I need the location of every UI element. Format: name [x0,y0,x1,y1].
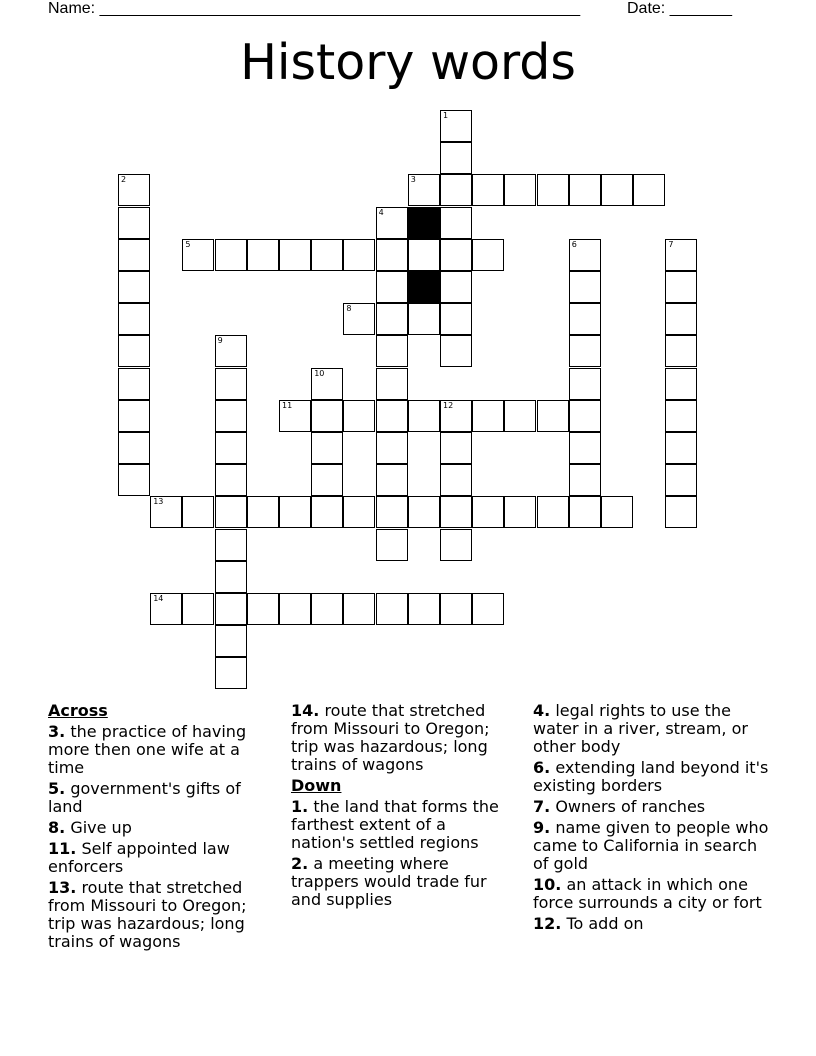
grid-cell[interactable] [440,400,472,432]
black-cell [408,271,440,303]
grid-cell[interactable] [215,496,247,528]
grid-cell[interactable] [150,496,182,528]
grid-cell[interactable] [376,239,408,271]
grid-cell[interactable] [215,657,247,689]
grid-cell[interactable] [376,464,408,496]
clue-number-label: 10 [314,368,325,378]
clue-down-6[interactable] [533,759,773,795]
clue-across-14[interactable] [291,702,513,774]
grid-cell[interactable] [311,464,343,496]
grid-cell[interactable] [279,496,311,528]
clue-number: 5. [48,779,66,798]
grid-cell[interactable] [376,432,408,464]
clue-number-label: 14 [153,594,164,603]
grid-cell[interactable] [376,271,408,303]
date-field-label: Date: _______ [627,0,732,17]
grid-cell[interactable] [665,400,697,432]
clue-across-3[interactable] [48,723,270,777]
grid-cell[interactable] [182,239,214,271]
grid-cell[interactable] [150,593,182,625]
clue-number: 7. [533,797,551,816]
grid-cell[interactable] [343,496,375,528]
clue-number-label: 2 [121,175,127,185]
grid-cell[interactable] [408,593,440,625]
grid-cell[interactable] [118,207,150,239]
clue-number: 4. [533,701,551,720]
grid-cell[interactable] [665,271,697,303]
grid-cell[interactable] [311,496,343,528]
grid-cell[interactable] [569,239,601,271]
grid-cell[interactable] [215,400,247,432]
grid-cell[interactable] [215,593,247,625]
grid-cell[interactable] [537,496,569,528]
grid-cell[interactable] [182,593,214,625]
clue-text: name given to people who came to California in search of gold [533,818,769,873]
grid-cell[interactable] [215,625,247,657]
grid-cell[interactable] [215,432,247,464]
grid-cell[interactable] [440,496,472,528]
grid-cell[interactable] [569,400,601,432]
grid-cell[interactable] [440,174,472,206]
grid-cell[interactable] [440,432,472,464]
grid-cell[interactable] [569,335,601,367]
clue-number-label: 1 [443,111,449,120]
grid-cell[interactable] [118,368,150,400]
grid-cell[interactable] [633,174,665,206]
grid-cell[interactable] [279,593,311,625]
clue-down-9[interactable] [533,819,773,873]
clue-number: 3. [48,722,66,741]
grid-cell[interactable] [537,174,569,206]
grid-cell[interactable] [408,400,440,432]
grid-cell[interactable] [440,110,472,142]
down-heading: Down [291,776,342,795]
grid-cell[interactable] [215,464,247,496]
grid-cell[interactable] [569,464,601,496]
clue-number-label: 11 [282,400,293,410]
grid-cell[interactable] [665,335,697,367]
clue-number-label: 13 [153,497,164,507]
grid-cell[interactable] [279,239,311,271]
clue-number-label: 5 [185,239,191,249]
grid-cell[interactable] [376,400,408,432]
grid-cell[interactable] [408,496,440,528]
clue-text: an attack in which one force surrounds a city or fort [533,875,762,912]
clue-number: 8. [48,818,66,837]
clue-down-7[interactable] [533,798,773,816]
grid-cell[interactable] [376,593,408,625]
grid-cell[interactable] [279,400,311,432]
clue-number: 9. [533,818,551,837]
clue-down-2[interactable] [291,855,513,909]
grid-cell[interactable] [665,464,697,496]
clue-column-3 [533,702,773,936]
grid-cell[interactable] [440,142,472,174]
grid-cell[interactable] [504,400,536,432]
grid-cell[interactable] [247,239,279,271]
clue-number-label: 7 [668,239,674,249]
grid-cell[interactable] [376,368,408,400]
clue-number-label: 6 [571,239,577,249]
grid-cell[interactable] [118,239,150,271]
grid-cell[interactable] [408,303,440,335]
grid-cell[interactable] [440,335,472,367]
clue-number: 11. [48,839,77,858]
clue-text: a meeting where trappers would trade fur and supplies [291,854,487,909]
clue-number: 12. [533,914,562,933]
grid-cell[interactable] [569,303,601,335]
clue-text: government's gifts of land [48,779,241,816]
grid-cell[interactable] [311,368,343,400]
clue-text: extending land beyond it's existing borders [533,758,769,795]
grid-cell[interactable] [215,561,247,593]
grid-cell[interactable] [408,174,440,206]
black-cell [408,207,440,239]
grid-cell[interactable] [440,207,472,239]
grid-cell[interactable] [311,593,343,625]
clue-number: 14. [291,701,320,720]
clue-across-5[interactable] [48,780,270,816]
clue-across-13[interactable] [48,879,270,951]
grid-cell[interactable] [215,239,247,271]
grid-cell[interactable] [118,271,150,303]
grid-cell[interactable] [601,496,633,528]
clue-column-2 [291,702,513,912]
grid-cell[interactable] [118,303,150,335]
name-field-label: Name: ______________________________________________________ [48,0,581,17]
clue-text: Give up [70,818,132,837]
clue-down-10[interactable] [533,876,773,912]
grid-cell[interactable] [472,593,504,625]
grid-cell[interactable] [343,239,375,271]
clue-number: 1. [291,797,309,816]
grid-cell[interactable] [118,400,150,432]
grid-cell[interactable] [376,335,408,367]
grid-cell[interactable] [569,368,601,400]
across-heading: Across [48,701,108,720]
grid-cell[interactable] [182,496,214,528]
grid-cell[interactable] [665,239,697,271]
clue-number: 2. [291,854,309,873]
clue-column-1 [48,702,270,954]
clue-text: Owners of ranches [555,797,706,816]
grid-cell[interactable] [376,529,408,561]
grid-cell[interactable] [665,368,697,400]
grid-cell[interactable] [504,496,536,528]
grid-cell[interactable] [215,529,247,561]
grid-cell[interactable] [247,496,279,528]
page-title: History words [240,34,576,91]
grid-cell[interactable] [472,496,504,528]
grid-cell[interactable] [118,335,150,367]
clue-across-11[interactable] [48,840,270,876]
clue-number-label: 12 [443,400,454,410]
grid-cell[interactable] [665,432,697,464]
grid-cell[interactable] [601,174,633,206]
grid-cell[interactable] [343,303,375,335]
grid-cell[interactable] [504,174,536,206]
grid-cell[interactable] [440,464,472,496]
grid-cell[interactable] [215,335,247,367]
grid-cell[interactable] [665,496,697,528]
grid-cell[interactable] [247,593,279,625]
grid-cell[interactable] [440,593,472,625]
grid-cell[interactable] [440,271,472,303]
grid-cell[interactable] [440,303,472,335]
grid-cell[interactable] [311,432,343,464]
clue-text: To add on [566,914,644,933]
grid-cell[interactable] [118,464,150,496]
clue-text: the practice of having more then one wife at a time [48,722,247,777]
grid-cell[interactable] [472,400,504,432]
grid-cell[interactable] [569,496,601,528]
clue-number-label: 3 [410,175,416,185]
clue-number: 6. [533,758,551,777]
grid-cell[interactable] [472,174,504,206]
grid-cell[interactable] [215,368,247,400]
grid-cell[interactable] [376,496,408,528]
clue-across-8[interactable] [48,819,270,837]
grid-cell[interactable] [376,207,408,239]
clue-number-label: 8 [346,304,352,314]
clue-number: 13. [48,878,77,897]
clue-text: route that stretched from Missouri to Oregon; trip was hazardous; long trains of wagons [291,701,490,774]
grid-cell[interactable] [569,432,601,464]
grid-cell[interactable] [569,174,601,206]
clue-number: 10. [533,875,562,894]
clue-number-label: 4 [378,207,384,217]
grid-cell[interactable] [343,400,375,432]
grid-cell[interactable] [569,271,601,303]
grid-cell[interactable] [376,303,408,335]
grid-cell[interactable] [118,174,150,206]
clue-text: legal rights to use the water in a river, stream, or other body [533,701,748,756]
grid-cell[interactable] [343,593,375,625]
grid-cell[interactable] [440,239,472,271]
grid-cell[interactable] [408,239,440,271]
grid-cell[interactable] [311,400,343,432]
clue-number-label: 9 [217,336,223,346]
grid-cell[interactable] [311,239,343,271]
grid-cell[interactable] [440,529,472,561]
grid-cell[interactable] [118,432,150,464]
clue-text: the land that forms the farthest extent of a nation's settled regions [291,797,499,852]
clue-text: route that stretched from Missouri to Oregon; trip was hazardous; long trains of wagons [48,878,247,951]
grid-cell[interactable] [665,303,697,335]
clue-down-4[interactable] [533,702,773,756]
grid-cell[interactable] [472,239,504,271]
grid-cell[interactable] [537,400,569,432]
clue-down-12[interactable] [533,915,773,933]
clue-text: Self appointed law enforcers [48,839,230,876]
clue-down-1[interactable] [291,798,513,852]
